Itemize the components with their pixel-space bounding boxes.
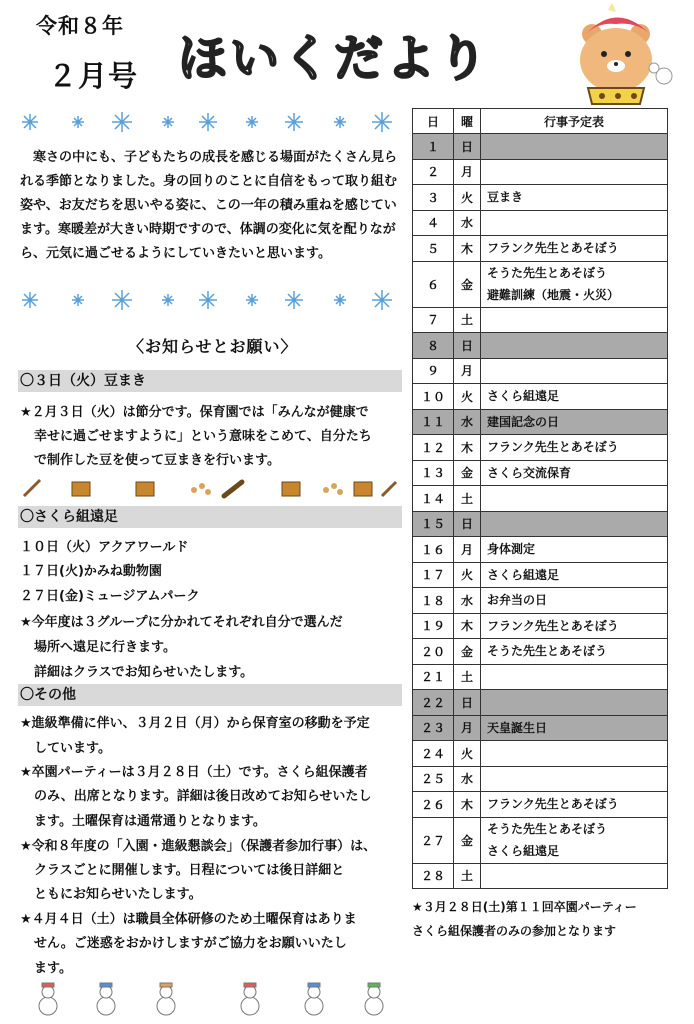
calendar-event-cell bbox=[481, 435, 668, 461]
calendar-weekday: 金 bbox=[454, 261, 481, 307]
snowflake-icon bbox=[162, 116, 174, 128]
other-line: せん。ご迷惑をおかけしますがご協力をお願いいたし bbox=[34, 936, 347, 951]
calendar-event-cell bbox=[481, 639, 668, 665]
calendar-day: ２３ bbox=[413, 715, 454, 741]
calendar-row bbox=[413, 486, 668, 512]
calendar-header-row bbox=[413, 109, 668, 134]
calendar-day: ８ bbox=[413, 333, 454, 359]
calendar-event-cell bbox=[481, 307, 668, 333]
calendar-weekday: 金 bbox=[454, 460, 481, 486]
calendar-event: 避難訓練（地震・火災） bbox=[487, 288, 620, 302]
snowflake-icon bbox=[199, 291, 217, 309]
calendar-day: ３ bbox=[413, 185, 454, 211]
calendar-day: ２４ bbox=[413, 741, 454, 767]
era-label: 令和８年 bbox=[36, 14, 124, 38]
calendar-event: 建国記念の日 bbox=[487, 414, 560, 429]
snowflake-icon bbox=[199, 113, 217, 131]
other-line: ともにお知らせいたします。 bbox=[34, 887, 202, 902]
section-heading-other: 〇その他 bbox=[18, 684, 402, 706]
calendar-row bbox=[413, 210, 668, 236]
calendar-day: ２６ bbox=[413, 792, 454, 818]
calendar-weekday: 土 bbox=[454, 486, 481, 512]
snowflake-icon bbox=[285, 113, 303, 131]
calendar-row bbox=[413, 261, 668, 307]
snowflake-icon bbox=[285, 291, 303, 309]
newsletter-title: ほいくだより bbox=[178, 30, 491, 87]
calendar-row bbox=[413, 588, 668, 614]
calendar-event-cell bbox=[481, 511, 668, 537]
calendar-event: そうた先生とあそぼう bbox=[487, 644, 608, 659]
calendar-row bbox=[413, 333, 668, 359]
calendar-row bbox=[413, 690, 668, 716]
ensoku-line: ２７日(金)ミュージアムパーク bbox=[20, 589, 200, 604]
calendar-day: ２８ bbox=[413, 863, 454, 889]
calendar-event-cell bbox=[481, 261, 668, 307]
ensoku-line: 場所へ遠足に行きます。 bbox=[34, 640, 176, 655]
calendar-day: １８ bbox=[413, 588, 454, 614]
snowflake-icon bbox=[334, 116, 346, 128]
ensoku-line: ★今年度は３グループに分かれてそれぞれ自分で選んだ bbox=[20, 615, 343, 630]
snowman-icon bbox=[39, 983, 57, 1015]
calendar-day: ７ bbox=[413, 307, 454, 333]
other-line: ★卒園パーティーは３月２８日（土）です。さくら組保護者 bbox=[20, 765, 368, 780]
calendar-weekday: 月 bbox=[454, 715, 481, 741]
calendar-weekday: 金 bbox=[454, 639, 481, 665]
calendar-weekday: 水 bbox=[454, 210, 481, 236]
calendar-event: さくら組遠足 bbox=[487, 389, 560, 404]
calendar-day: ４ bbox=[413, 210, 454, 236]
notice-heading: 〈お知らせとお願い〉 bbox=[128, 337, 298, 356]
calendar-row bbox=[413, 511, 668, 537]
calendar-weekday: 水 bbox=[454, 588, 481, 614]
calendar-event: そうた先生とあそぼう bbox=[487, 822, 608, 836]
calendar-day: １３ bbox=[413, 460, 454, 486]
calendar-row bbox=[413, 537, 668, 563]
calendar-row bbox=[413, 715, 668, 741]
calendar-day: ２５ bbox=[413, 766, 454, 792]
calendar-event: さくら組遠足 bbox=[487, 844, 560, 858]
calendar-event-cell bbox=[481, 537, 668, 563]
calendar-event: フランク先生とあそぼう bbox=[487, 618, 619, 633]
calendar-row bbox=[413, 435, 668, 461]
calendar-weekday: 月 bbox=[454, 537, 481, 563]
snowflake-border-top bbox=[18, 110, 400, 134]
calendar-day: １０ bbox=[413, 384, 454, 410]
calendar-weekday: 金 bbox=[454, 817, 481, 863]
calendar-day: １ bbox=[413, 134, 454, 160]
calendar-day: ２１ bbox=[413, 664, 454, 690]
calendar-day: １２ bbox=[413, 435, 454, 461]
calendar-weekday: 土 bbox=[454, 307, 481, 333]
other-line: しています。 bbox=[34, 741, 111, 756]
calendar-day: １６ bbox=[413, 537, 454, 563]
snowman-icon bbox=[305, 983, 323, 1015]
calendar-event-cell bbox=[481, 210, 668, 236]
header-weekday: 曜 bbox=[454, 109, 481, 134]
calendar-weekday: 月 bbox=[454, 358, 481, 384]
section-heading-ensoku: 〇さくら組遠足 bbox=[18, 506, 402, 528]
snowflake-icon bbox=[246, 116, 258, 128]
calendar-event-cell bbox=[481, 358, 668, 384]
calendar-weekday: 日 bbox=[454, 134, 481, 160]
intro-paragraph: 寒さの中にも、子どもたちの成長を感じる場面がたくさん見られる季節となりました。身の回りのことに自信をもって取り組む姿や、お友だちを思いやる姿に、この一年の積み重ねを感じています。寒暖差が大きい時期ですので、体調の変化に気を配りながら、元気に過ごせるようにしていきたいと思います。 bbox=[20, 150, 398, 261]
calendar-row bbox=[413, 358, 668, 384]
event-calendar-table bbox=[412, 108, 668, 889]
header-events: 行事予定表 bbox=[481, 109, 668, 134]
calendar-row bbox=[413, 134, 668, 160]
calendar-weekday: 木 bbox=[454, 236, 481, 262]
calendar-event-cell bbox=[481, 715, 668, 741]
calendar-weekday: 火 bbox=[454, 741, 481, 767]
calendar-day: ２２ bbox=[413, 690, 454, 716]
calendar-event-cell bbox=[481, 613, 668, 639]
calendar-event-cell bbox=[481, 460, 668, 486]
calendar-row bbox=[413, 384, 668, 410]
calendar-event: フランク先生とあそぼう bbox=[487, 440, 619, 455]
snowflake-icon bbox=[22, 114, 38, 130]
calendar-row bbox=[413, 460, 668, 486]
oni-bear-mascot-icon bbox=[556, 4, 678, 116]
calendar-event: フランク先生とあそぼう bbox=[487, 241, 619, 256]
calendar-row bbox=[413, 792, 668, 818]
calendar-row bbox=[413, 613, 668, 639]
calendar-event-cell bbox=[481, 409, 668, 435]
calendar-row bbox=[413, 562, 668, 588]
calendar-day: １５ bbox=[413, 511, 454, 537]
calendar-day: １１ bbox=[413, 409, 454, 435]
calendar-row bbox=[413, 639, 668, 665]
other-line: ★進級準備に伴い、３月２日（月）から保育室の移動を予定 bbox=[20, 716, 370, 731]
calendar-weekday: 火 bbox=[454, 185, 481, 211]
calendar-event-cell bbox=[481, 159, 668, 185]
setsubun-border bbox=[18, 476, 400, 500]
calendar-event-cell bbox=[481, 690, 668, 716]
calendar-day: ６ bbox=[413, 261, 454, 307]
calendar-row bbox=[413, 159, 668, 185]
calendar-event-cell bbox=[481, 741, 668, 767]
mame-line: で制作した豆を使って豆まきを行います。 bbox=[34, 453, 280, 468]
snowflake-icon bbox=[372, 112, 392, 132]
calendar-event: 豆まき bbox=[487, 190, 524, 205]
snowflake-icon bbox=[72, 294, 84, 306]
calendar-event: さくら交流保育 bbox=[487, 465, 572, 480]
calendar-weekday: 木 bbox=[454, 792, 481, 818]
calendar-event-cell bbox=[481, 486, 668, 512]
other-line: ★令和８年度の「入園・進級懇談会」（保護者参加行事）は、 bbox=[20, 839, 377, 854]
calendar-day: ５ bbox=[413, 236, 454, 262]
calendar-weekday: 日 bbox=[454, 511, 481, 537]
setsubun-icon bbox=[24, 480, 396, 496]
snowman-icon bbox=[365, 983, 383, 1015]
calendar-event-cell bbox=[481, 185, 668, 211]
calendar-row bbox=[413, 236, 668, 262]
calendar-day: １４ bbox=[413, 486, 454, 512]
mame-line: 幸せに過ごせますように」という意味をこめて、自分たち bbox=[34, 429, 372, 444]
calendar-event-cell bbox=[481, 664, 668, 690]
calendar-day: ２０ bbox=[413, 639, 454, 665]
calendar-weekday: 水 bbox=[454, 409, 481, 435]
calendar-event-cell bbox=[481, 333, 668, 359]
snowman-icon bbox=[157, 983, 175, 1015]
calendar-row bbox=[413, 664, 668, 690]
calendar-event-cell bbox=[481, 817, 668, 863]
calendar-day: ２７ bbox=[413, 817, 454, 863]
snowflake-border-bottom bbox=[18, 288, 400, 312]
calendar-weekday: 火 bbox=[454, 384, 481, 410]
calendar-event-cell bbox=[481, 792, 668, 818]
other-line: ★４月４日（土）は職員全体研修のため土曜保育はありま bbox=[20, 912, 357, 927]
other-line: クラスごとに開催します。日程については後日詳細と bbox=[34, 863, 345, 878]
snowman-icon bbox=[241, 983, 259, 1015]
ensoku-line: １０日（火）アクアワールド bbox=[20, 540, 189, 555]
calendar-weekday: 土 bbox=[454, 863, 481, 889]
calendar-event-cell bbox=[481, 766, 668, 792]
calendar-row bbox=[413, 185, 668, 211]
calendar-event-cell bbox=[481, 134, 668, 160]
calendar-event: さくら組遠足 bbox=[487, 567, 560, 582]
snowflake-icon bbox=[372, 290, 392, 310]
calendar-event: そうた先生とあそぼう bbox=[487, 266, 608, 280]
calendar-day: １９ bbox=[413, 613, 454, 639]
calendar-weekday: 木 bbox=[454, 435, 481, 461]
calendar-event: フランク先生とあそぼう bbox=[487, 797, 619, 812]
calendar-day: ２ bbox=[413, 159, 454, 185]
calendar-event-cell bbox=[481, 588, 668, 614]
calendar-row bbox=[413, 307, 668, 333]
calendar-event-cell bbox=[481, 384, 668, 410]
other-line: ます。土曜保育は通常通りとなります。 bbox=[34, 814, 266, 829]
snowflake-icon bbox=[162, 294, 174, 306]
calendar-weekday: 日 bbox=[454, 333, 481, 359]
snowflake-icon bbox=[334, 294, 346, 306]
snowflake-icon bbox=[246, 294, 258, 306]
calendar-event-cell bbox=[481, 863, 668, 889]
calendar-weekday: 水 bbox=[454, 766, 481, 792]
calendar-weekday: 月 bbox=[454, 159, 481, 185]
calendar-weekday: 木 bbox=[454, 613, 481, 639]
other-line: のみ、出席となります。詳細は後日改めてお知らせいたし bbox=[34, 789, 372, 804]
calendar-event: 身体測定 bbox=[487, 542, 536, 557]
header-day: 日 bbox=[413, 109, 454, 134]
calendar-footer-note: ★３月２８日(土)第１１回卒園パーティー bbox=[412, 900, 637, 914]
calendar-row bbox=[413, 409, 668, 435]
snowflake-icon bbox=[72, 116, 84, 128]
snowman-icon bbox=[97, 983, 115, 1015]
calendar-weekday: 火 bbox=[454, 562, 481, 588]
snowman-border bbox=[18, 978, 400, 1018]
calendar-weekday: 土 bbox=[454, 664, 481, 690]
snowflake-icon bbox=[112, 112, 132, 132]
ensoku-line: 詳細はクラスでお知らせいたします。 bbox=[34, 665, 254, 680]
calendar-row bbox=[413, 863, 668, 889]
issue-label: ２月号 bbox=[48, 59, 139, 93]
calendar-event: 天皇誕生日 bbox=[487, 720, 548, 735]
calendar-event-cell bbox=[481, 562, 668, 588]
snowflake-icon bbox=[22, 292, 38, 308]
other-line: ます。 bbox=[34, 961, 72, 976]
calendar-event-cell bbox=[481, 236, 668, 262]
mame-line: ★２月３日（火）は節分です。保育園では「みんなが健康で bbox=[20, 405, 369, 420]
calendar-event: お弁当の日 bbox=[487, 593, 548, 608]
calendar-day: １７ bbox=[413, 562, 454, 588]
calendar-weekday: 日 bbox=[454, 690, 481, 716]
calendar-day: ９ bbox=[413, 358, 454, 384]
section-heading-mame: 〇３日（火）豆まき bbox=[18, 370, 402, 392]
ensoku-line: １７日(火)かみね動物園 bbox=[20, 564, 162, 579]
calendar-row bbox=[413, 741, 668, 767]
calendar-row bbox=[413, 766, 668, 792]
snowflake-icon bbox=[112, 290, 132, 310]
calendar-footer-note: さくら組保護者のみの参加となります bbox=[412, 924, 617, 938]
calendar-row bbox=[413, 817, 668, 863]
